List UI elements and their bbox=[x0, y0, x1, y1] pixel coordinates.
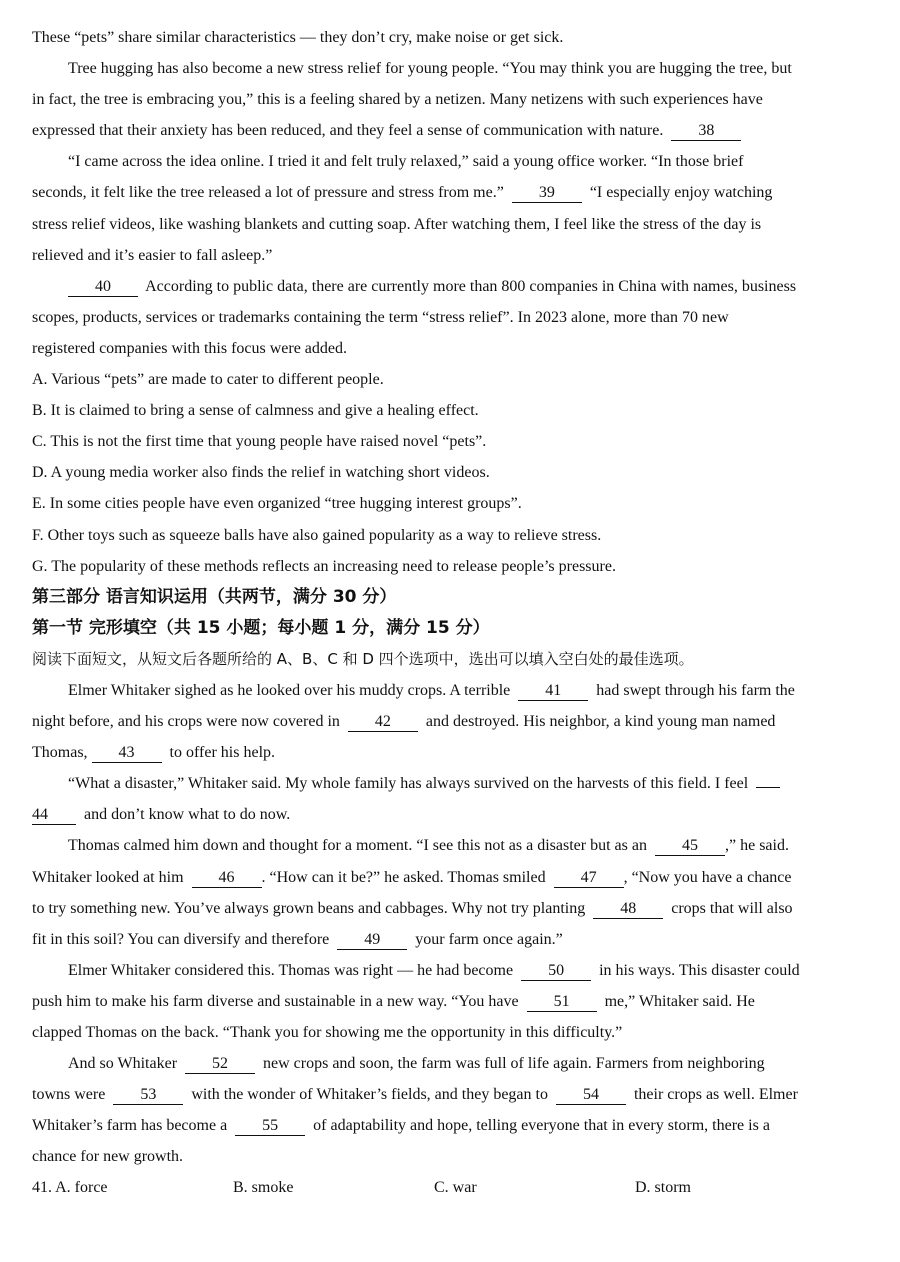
text-span: ,” he said. bbox=[724, 837, 789, 855]
part3-heading: 第三部分 语言知识运用（共两节，满分 30 分） bbox=[32, 586, 397, 607]
text-span: Thomas calmed him down and thought for a moment. “I see this not as a disaster but as an bbox=[68, 837, 647, 855]
q41-option-b: B. smoke bbox=[233, 1179, 294, 1197]
text-span: me,” Whitaker said. He bbox=[604, 992, 755, 1010]
blank-45: 45 bbox=[655, 838, 725, 856]
text-line: chance for new growth. bbox=[32, 1148, 184, 1166]
exam-page bbox=[32, 22, 868, 1204]
text-line bbox=[32, 862, 868, 893]
text-line: stress relief videos, like washing blankets and cutting soap. After watching them, I feel like the stress of the day is bbox=[32, 215, 762, 233]
option-g: G. The popularity of these methods reflects an increasing need to release people’s pressure. bbox=[32, 557, 616, 575]
text-line bbox=[32, 955, 868, 986]
text-line bbox=[32, 830, 868, 861]
text-span: and don’t know what to do now. bbox=[84, 806, 291, 824]
text-span: crops that will also bbox=[671, 899, 793, 917]
blank-43: 43 bbox=[92, 745, 162, 763]
text-span: had swept through his farm the bbox=[596, 681, 795, 699]
text-span: expressed that their anxiety has been reduced, and they feel a sense of communication with nature. bbox=[32, 122, 664, 140]
text-span: and destroyed. His neighbor, a kind young man named bbox=[425, 713, 776, 731]
text-span: And so Whitaker bbox=[68, 1055, 178, 1073]
blank-44-start bbox=[756, 770, 780, 788]
text-span: Elmer Whitaker sighed as he looked over his muddy crops. A terrible bbox=[68, 681, 511, 699]
option-f: F. Other toys such as squeeze balls have also gained popularity as a way to relieve stress. bbox=[32, 526, 602, 544]
q41-option-c: C. war bbox=[434, 1179, 477, 1197]
section1-heading: 第一节 完形填空（共 15 小题；每小题 1 分，满分 15 分） bbox=[32, 617, 490, 638]
text-line: scopes, products, services or trademarks containing the term “stress relief”. In 2023 alone, more than 70 new bbox=[32, 308, 729, 326]
text-line: clapped Thomas on the back. “Thank you for showing me the opportunity in this difficulty.” bbox=[32, 1024, 623, 1041]
text-span: Elmer Whitaker considered this. Thomas was right — he had become bbox=[68, 961, 514, 979]
text-line bbox=[32, 924, 868, 955]
text-line bbox=[32, 1110, 868, 1141]
question-41-options bbox=[32, 1172, 868, 1203]
blank-53: 53 bbox=[113, 1087, 183, 1105]
option-b: B. It is claimed to bring a sense of calmness and give a healing effect. bbox=[32, 402, 479, 420]
option-c: C. This is not the first time that young people have raised novel “pets”. bbox=[32, 433, 487, 451]
text-span: towns were bbox=[32, 1086, 106, 1104]
option-e: E. In some cities people have even organized “tree hugging interest groups”. bbox=[32, 495, 522, 513]
text-line: Tree hugging has also become a new stress relief for young people. “You may think you are hugging the tree, but bbox=[68, 60, 792, 78]
text-span: , “Now you have a chance bbox=[623, 868, 792, 886]
text-span: of adaptability and hope, telling everyone that in every storm, there is a bbox=[313, 1117, 770, 1135]
text-line bbox=[32, 799, 868, 830]
text-span: your farm once again.” bbox=[415, 930, 563, 948]
text-span: their crops as well. Elmer bbox=[633, 1086, 798, 1104]
text-line bbox=[32, 986, 868, 1017]
text-line bbox=[32, 706, 868, 737]
text-line bbox=[32, 115, 868, 146]
text-line bbox=[32, 768, 868, 799]
option-d: D. A young media worker also finds the relief in watching short videos. bbox=[32, 464, 490, 482]
text-line: relieved and it’s easier to fall asleep.” bbox=[32, 246, 273, 264]
blank-51: 51 bbox=[527, 994, 597, 1012]
option-a: A. Various “pets” are made to cater to different people. bbox=[32, 371, 384, 389]
text-line bbox=[32, 675, 868, 706]
text-line: in fact, the tree is embracing you,” this is a feeling shared by a netizen. Many netizens with such experiences have bbox=[32, 91, 763, 109]
blank-38: 38 bbox=[671, 123, 741, 141]
blank-40: 40 bbox=[68, 279, 138, 297]
text-line: “I came across the idea online. I tried it and felt truly relaxed,” said a young office worker. “In those brief bbox=[68, 153, 744, 171]
blank-44: 44 bbox=[32, 807, 76, 825]
blank-48: 48 bbox=[593, 901, 663, 919]
text-line bbox=[32, 737, 868, 768]
blank-52: 52 bbox=[185, 1056, 255, 1074]
blank-39: 39 bbox=[512, 185, 582, 203]
text-span: in his ways. This disaster could bbox=[599, 961, 800, 979]
text-span: Whitaker’s farm has become a bbox=[32, 1117, 228, 1135]
text-span: . “How can it be?” he asked. Thomas smiled bbox=[261, 868, 546, 886]
text-span: Whitaker looked at him bbox=[32, 868, 184, 886]
q41-option-d: D. storm bbox=[635, 1179, 691, 1197]
text-span: to try something new. You’ve always grown beans and cabbages. Why not try planting bbox=[32, 899, 586, 917]
text-line bbox=[32, 177, 868, 208]
text-span: new crops and soon, the farm was full of life again. Farmers from neighboring bbox=[263, 1055, 765, 1073]
blank-42: 42 bbox=[348, 714, 418, 732]
q41-option-a: 41. A. force bbox=[32, 1179, 108, 1197]
text-span: According to public data, there are currently more than 800 companies in China with names, business bbox=[145, 277, 797, 295]
text-span: seconds, it felt like the tree released a lot of pressure and stress from me.” bbox=[32, 184, 504, 202]
text-span: “I especially enjoy watching bbox=[589, 184, 773, 202]
text-line bbox=[32, 1048, 868, 1079]
text-span: night before, and his crops were now covered in bbox=[32, 713, 340, 731]
text-span: fit in this soil? You can diversify and therefore bbox=[32, 930, 330, 948]
blank-49: 49 bbox=[337, 932, 407, 950]
text-line bbox=[32, 1079, 868, 1110]
blank-46: 46 bbox=[192, 870, 262, 888]
text-span: “What a disaster,” Whitaker said. My whole family has always survived on the harvests of this field. I feel bbox=[68, 775, 749, 793]
text-line bbox=[32, 893, 868, 924]
text-line: registered companies with this focus were added. bbox=[32, 339, 348, 357]
blank-55: 55 bbox=[235, 1118, 305, 1136]
text-line bbox=[32, 271, 868, 302]
instruction: 阅读下面短文，从短文后各题所给的 A、B、C 和 D 四个选项中，选出可以填入空白处的最佳选项。 bbox=[32, 649, 694, 668]
blank-47: 47 bbox=[554, 870, 624, 888]
text-span: Thomas, bbox=[32, 744, 88, 762]
blank-50: 50 bbox=[521, 963, 591, 981]
blank-41: 41 bbox=[518, 683, 588, 701]
text-span: with the wonder of Whitaker’s fields, and they began to bbox=[191, 1086, 548, 1104]
text-line: These “pets” share similar characteristics — they don’t cry, make noise or get sick. bbox=[32, 29, 564, 46]
text-span: to offer his help. bbox=[169, 744, 276, 762]
text-span: push him to make his farm diverse and sustainable in a new way. “You have bbox=[32, 992, 519, 1010]
blank-54: 54 bbox=[556, 1087, 626, 1105]
